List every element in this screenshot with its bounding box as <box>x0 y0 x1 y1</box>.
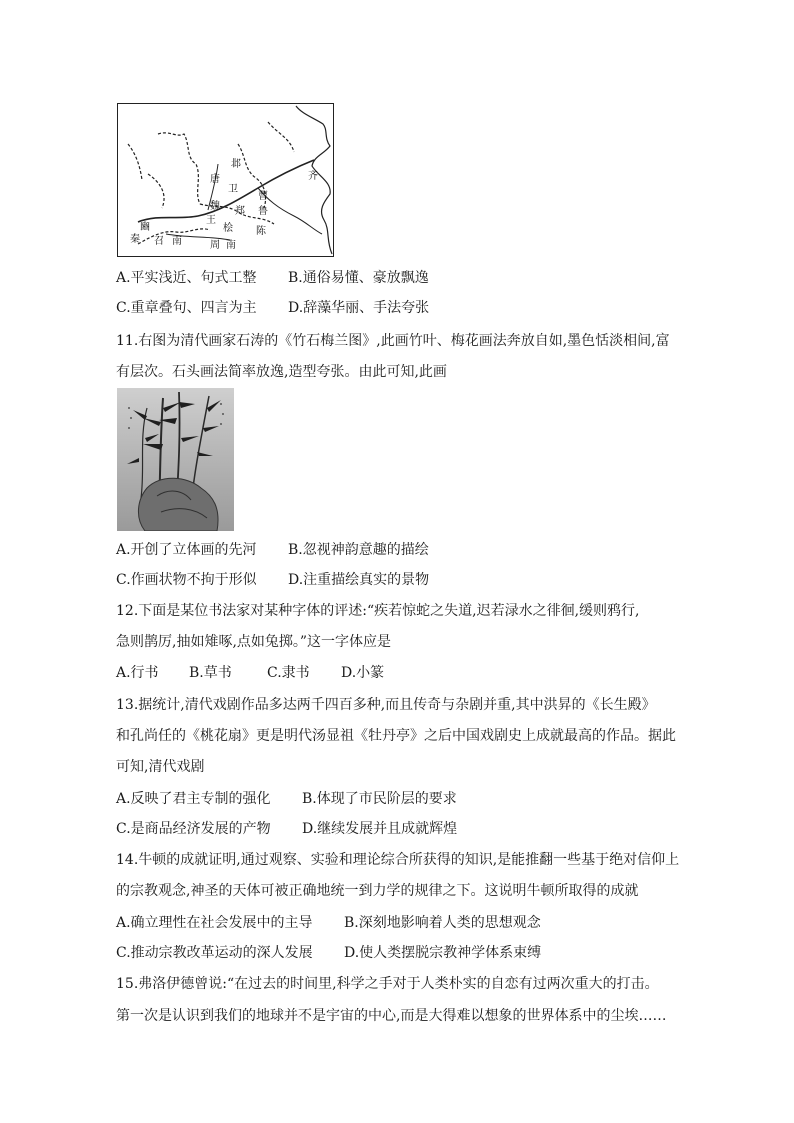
q13-option-a[interactable]: A.反映了君主专制的强化 <box>116 791 271 807</box>
q11-stem-line1: 11.右图为清代画家石涛的《竹石梅兰图》,此画竹叶、梅花画法奔放自如,墨色恬淡相间,富 <box>116 333 670 349</box>
q11-option-d[interactable]: D.注重描绘真实的景物 <box>288 572 430 588</box>
q13-option-d[interactable]: D.继续发展并且成就辉煌 <box>302 821 458 837</box>
map-label-lu: 鲁 <box>258 206 268 217</box>
q14-option-c[interactable]: C.推动宗教改革运动的深人发展 <box>116 945 313 961</box>
bamboo-painting-image <box>117 388 234 531</box>
q13-stem-line1: 13.据统计,清代戏剧作品多达两千四百多种,而且传奇与杂剧并重,其中洪昇的《长生殿》 <box>116 697 656 713</box>
q13-option-c[interactable]: C.是商品经济发展的产物 <box>116 821 271 837</box>
map-label-bei: 邶 <box>231 159 241 170</box>
map-label-zheng: 郑 <box>235 206 245 217</box>
map-label-cao: 曹 <box>258 191 268 202</box>
map-label-shao: 召 <box>154 236 164 247</box>
q10-option-a[interactable]: A.平实浅近、句式工整 <box>116 270 257 286</box>
map-label-wang: 王 <box>206 215 216 226</box>
q14-option-a[interactable]: A.确立理性在社会发展中的主导 <box>116 915 313 931</box>
q12-option-c[interactable]: C.隶书 <box>267 665 310 681</box>
q12-option-a[interactable]: A.行书 <box>116 665 159 681</box>
q12-option-b[interactable]: B.草书 <box>189 665 232 681</box>
map-label-tang: 唐 <box>210 174 220 185</box>
q12-stem-line1: 12.下面是某位书法家对某种字体的评述:“疾若惊蛇之失道,迟若渌水之徘徊,缓则鸦行, <box>116 603 640 619</box>
q11-option-c[interactable]: C.作画状物不拘于形似 <box>116 572 257 588</box>
map-label-nan2: 南 <box>226 240 236 251</box>
map-label-qi: 齐 <box>308 171 318 182</box>
q13-stem-line2: 和孔尚任的《桃花扇》更是明代汤显祖《牡丹亭》之后中国戏剧史上成就最高的作品。据此 <box>116 728 676 744</box>
q13-stem-line3: 可知,清代戏剧 <box>116 759 205 775</box>
map-figure <box>117 103 334 257</box>
map-label-wei1: 卫 <box>228 184 238 195</box>
q12-stem-line2: 急则鹊厉,抽如雉啄,点如兔掷。”这一字体应是 <box>116 634 392 650</box>
q11-stem-line2: 有层次。石头画法简率放逸,造型夸张。由此可知,此画 <box>116 364 447 380</box>
q15-stem-line2: 第一次是认识到我们的地球并不是宇宙的中心,而是大得难以想象的世界体系中的尘埃…… <box>116 1008 667 1024</box>
q10-option-d[interactable]: D.辞藻华丽、手法夸张 <box>288 300 430 316</box>
map-label-bin: 豳 <box>140 222 150 233</box>
q15-stem-line1: 15.弗洛伊德曾说:“在过去的时间里,科学之手对于人类朴实的自恋有过两次重大的打击。 <box>116 976 659 992</box>
q10-option-c[interactable]: C.重章叠句、四言为主 <box>116 300 257 316</box>
map-label-qin: 秦 <box>130 234 140 245</box>
q13-option-b[interactable]: B.体现了市民阶层的要求 <box>302 791 457 807</box>
q14-stem-line1: 14.牛顿的成就证明,通过观察、实验和理论综合所获得的知识,是能推翻一些基于绝对信仰上 <box>116 852 680 868</box>
q10-option-b[interactable]: B.通俗易懂、豪放飘逸 <box>288 270 429 286</box>
q11-option-a[interactable]: A.开创了立体画的先河 <box>116 542 257 558</box>
map-label-chen: 陈 <box>256 226 266 237</box>
q11-option-b[interactable]: B.忽视神韵意趣的描绘 <box>288 542 429 558</box>
map-label-wei2: 魏 <box>210 201 220 212</box>
q12-option-d[interactable]: D.小篆 <box>341 665 385 681</box>
map-label-nan1: 南 <box>172 236 182 247</box>
q14-stem-line2: 的宗教观念,神圣的天体可被正确地统一到力学的规律之下。这说明牛顿所取得的成就 <box>116 883 639 899</box>
q14-option-b[interactable]: B.深刻地影响着人类的思想观念 <box>344 915 541 931</box>
q14-option-d[interactable]: D.使人类摆脱宗教神学体系束缚 <box>344 945 542 961</box>
map-label-kuai: 桧 <box>223 223 233 234</box>
map-label-zhou: 周 <box>210 240 220 251</box>
